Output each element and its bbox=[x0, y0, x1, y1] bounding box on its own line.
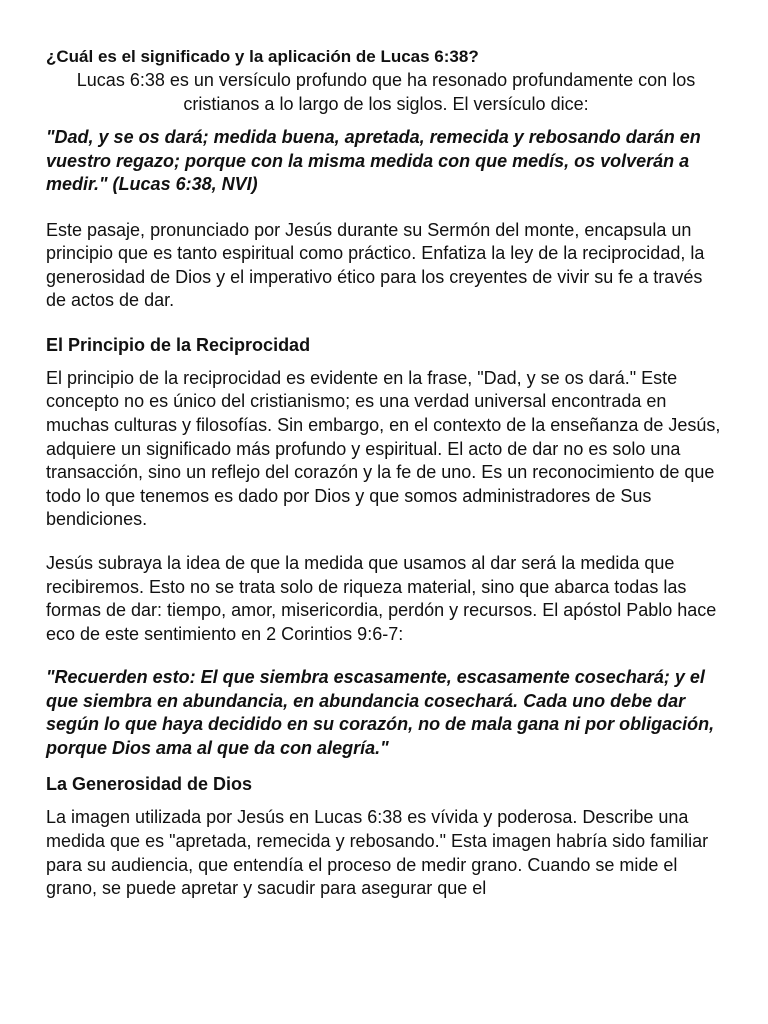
paragraph-generosity: La imagen utilizada por Jesús en Lucas 6:38 es vívida y poderosa. Describe una medida que es "apretada, remecida y rebosando." Esta imagen habría sido familiar para su audiencia, que entendía el proceso de medir grano. Cuando se mide el grano, se puede apretar y sacudir para asegurar que el bbox=[46, 807, 709, 899]
intro-paragraph: Lucas 6:38 es un versículo profundo que ha resonado profundamente con los cristianos a lo largo de los siglos. El versículo dice: bbox=[76, 70, 696, 114]
section-heading-generosity: La Generosidad de Dios bbox=[46, 774, 253, 795]
scripture-quote-corinthians: "Recuerden esto: El que siembra escasamente, escasamente cosechará; y el que siembra en abundancia, en abundancia cosechará. Cada uno debe dar según lo que haya decidido en su corazón, no de mala gana ni por obligación, porque Dios ama al que da con alegría." bbox=[46, 667, 715, 758]
paragraph-measure: Jesús subraya la idea de que la medida que usamos al dar será la medida que recibiremos. Esto no se trata solo de riqueza material, sino que abarca todas las formas de dar: tiempo, amor, misericordia, perdón y recursos. El apóstol Pablo hace eco de este sentimiento en 2 Corintios 9:6-7: bbox=[46, 553, 717, 644]
document-page bbox=[46, 46, 726, 901]
paragraph-sermon: Este pasaje, pronunciado por Jesús durante su Sermón del monte, encapsula un principio que es tanto espiritual como práctico. Enfatiza la ley de la reciprocidad, la generosidad de Dios y el imperativo ético para los creyentes de vivir su fe a través de actos de dar. bbox=[46, 219, 705, 311]
document-title: ¿Cuál es el significado y la aplicación de Lucas 6:38? bbox=[46, 47, 479, 66]
section-heading-reciprocity: El Principio de la Reciprocidad bbox=[46, 334, 311, 355]
paragraph-reciprocity: El principio de la reciprocidad es evidente en la frase, "Dad, y se os dará." Este concepto no es único del cristianismo; es una verdad universal encontrada en muchas culturas y filosofías. Sin embargo, en el contexto de la enseñanza de Jesús, adquiere un significado más profundo y espiritual. El acto de dar no es solo una transacción, sino un reflejo del corazón y la fe de uno. Es un reconocimiento de que todo lo que tenemos es dado por Dios y que somos administradores de Sus bendiciones. bbox=[46, 367, 721, 530]
scripture-quote-luke: "Dad, y se os dará; medida buena, apretada, remecida y rebosando darán en vuestro regazo; porque con la misma medida con que medís, os volverán a medir." (Lucas 6:38, NVI) bbox=[46, 127, 701, 194]
